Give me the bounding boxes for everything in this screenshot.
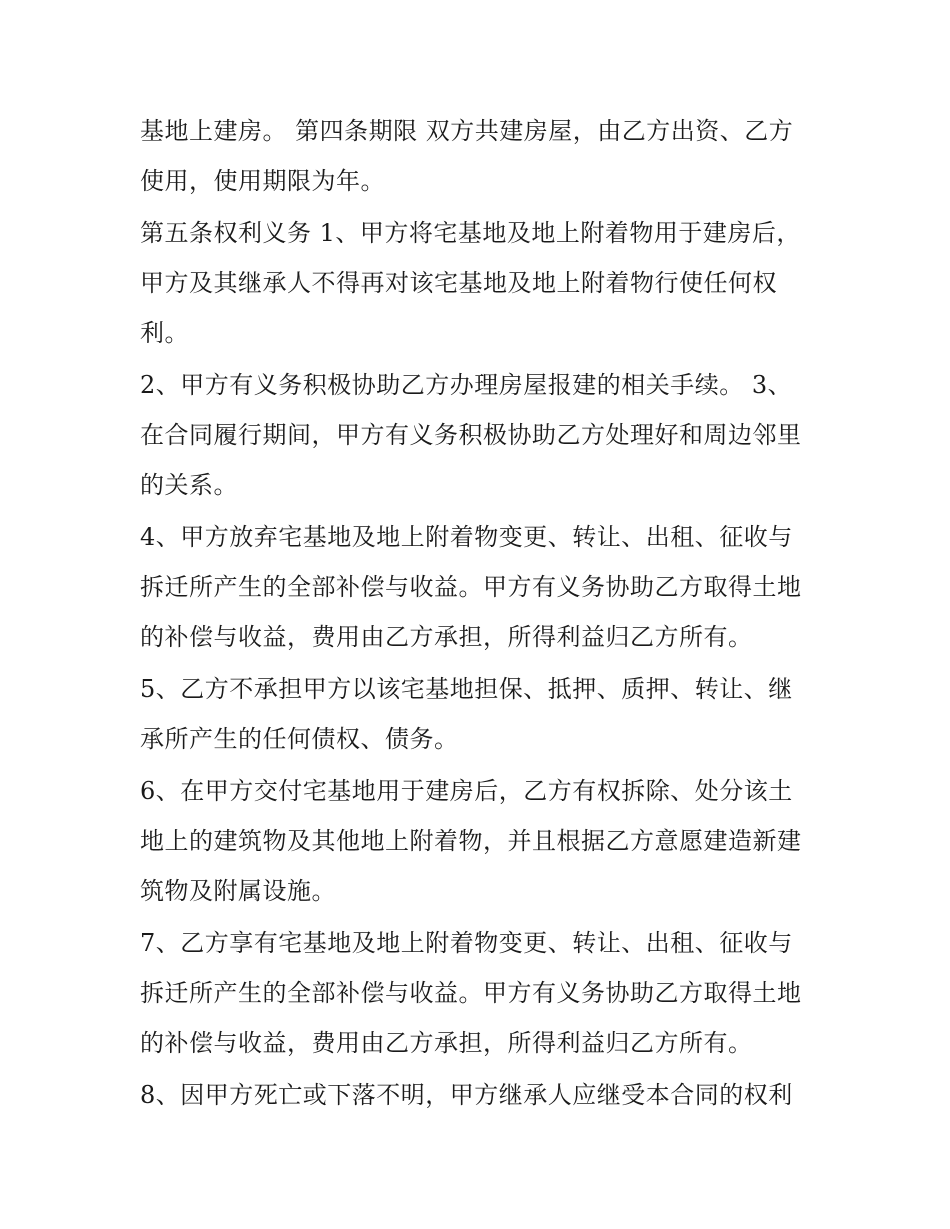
text-line: 2、甲方有义务积极协助乙方办理房屋报建的相关手续。 3、 bbox=[140, 371, 793, 399]
paragraph-2 bbox=[140, 208, 820, 358]
text-line: 拆迁所产生的全部补偿与收益。甲方有义务协助乙方取得土地 bbox=[140, 573, 802, 601]
document-body bbox=[140, 106, 820, 1122]
text-line: 5、乙方不承担甲方以该宅基地担保、抵押、质押、转让、继 bbox=[140, 675, 793, 703]
text-line: 拆迁所产生的全部补偿与收益。甲方有义务协助乙方取得土地 bbox=[140, 979, 802, 1007]
text-line: 6、在甲方交付宅基地用于建房后，乙方有权拆除、处分该土 bbox=[140, 777, 793, 805]
text-line: 的补偿与收益，费用由乙方承担，所得利益归乙方所有。 bbox=[140, 1029, 753, 1057]
paragraph-5 bbox=[140, 664, 820, 764]
text-line: 筑物及附属设施。 bbox=[140, 877, 336, 905]
text-line: 7、乙方享有宅基地及地上附着物变更、转让、出租、征收与 bbox=[140, 929, 793, 957]
text-line: 在合同履行期间，甲方有义务积极协助乙方处理好和周边邻里 bbox=[140, 421, 802, 449]
text-line: 的关系。 bbox=[140, 471, 238, 499]
text-line: 第五条权利义务 1、甲方将宅基地及地上附着物用于建房后， bbox=[140, 219, 801, 247]
text-line: 4、甲方放弃宅基地及地上附着物变更、转让、出租、征收与 bbox=[140, 523, 793, 551]
paragraph-6 bbox=[140, 766, 820, 916]
text-line: 8、因甲方死亡或下落不明，甲方继承人应继受本合同的权利 bbox=[140, 1081, 793, 1109]
text-line: 使用，使用期限为年。 bbox=[140, 167, 385, 195]
text-line: 基地上建房。 第四条期限 双方共建房屋，由乙方出资、乙方 bbox=[140, 117, 794, 145]
paragraph-8 bbox=[140, 1070, 820, 1120]
paragraph-1 bbox=[140, 106, 820, 206]
text-line: 的补偿与收益，费用由乙方承担，所得利益归乙方所有。 bbox=[140, 623, 753, 651]
paragraph-3 bbox=[140, 360, 820, 510]
text-line: 甲方及其继承人不得再对该宅基地及地上附着物行使任何权 bbox=[140, 269, 777, 297]
text-line: 利。 bbox=[140, 319, 189, 347]
text-line: 承所产生的任何债权、债务。 bbox=[140, 725, 459, 753]
text-line: 地上的建筑物及其他地上附着物，并且根据乙方意愿建造新建 bbox=[140, 827, 802, 855]
paragraph-4 bbox=[140, 512, 820, 662]
paragraph-7 bbox=[140, 918, 820, 1068]
